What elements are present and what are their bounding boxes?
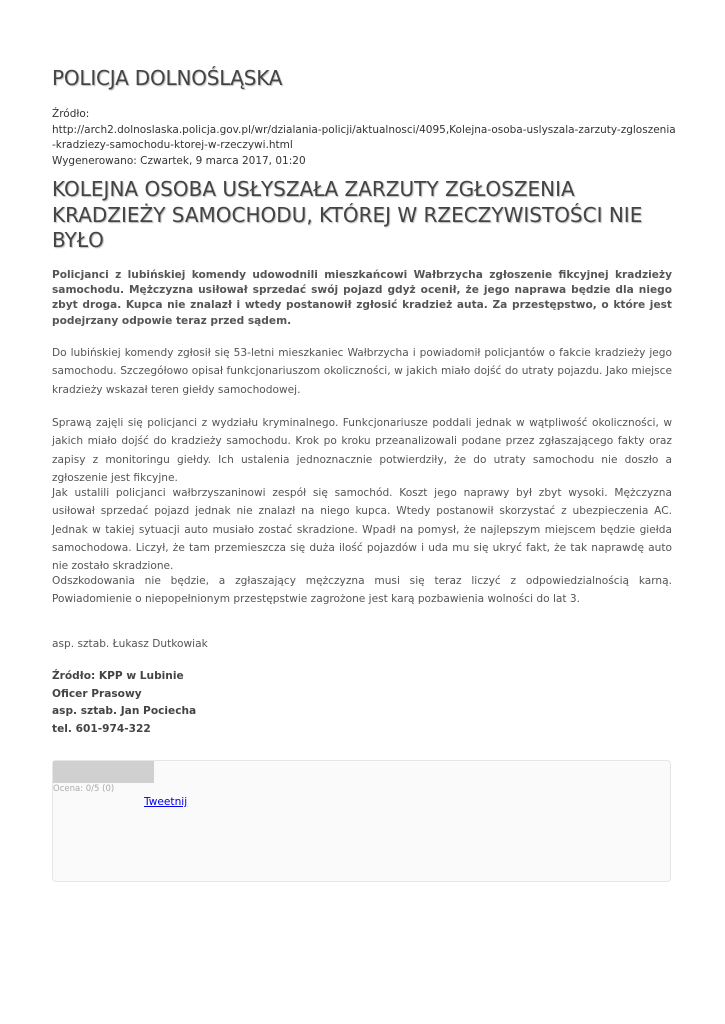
rating-stars-bar[interactable] [53,761,154,783]
article-lead: Policjanci z lubińskiej komendy udowodnili mieszkańcowi Wałbrzycha zgłoszenie fikcyjnej kradzieży samochodu. Mężczyzna usiłował sprzedać swój pojazd gdyż ocenił, że jego naprawa będzie dla niego zbyt droga. Kupca nie znalazł i wtedy postanowił zgłosić kradzież auta. Za przestępstwo, o które jest podejrzany odpowie teraz przed sądem. [52,269,672,327]
press-office-line: Oficer Prasowy [52,687,142,700]
site-title: POLICJA DOLNOŚLĄSKA [52,66,283,90]
article-paragraph: Jak ustalili policjanci wałbrzyszaninowi zespół się samochód. Koszt jego naprawy był zbyt wysoki. Mężczyzna usiłował sprzedać pojazd jednak nie znalazł na niego kupca. Wtedy postanowił skorzystać z ubezpieczenia AC. Jednak w takiej sytuacji auto musiało zostać skradzione. Wpadł na pomysł, że najlepszym miejscem będzie giełda samochodowa. Liczył, że tam przemieszcza się duża ilość pojazdów i uda mu się ukryć fakt, że tak naprawdę auto nie zostało skradzione. [52,487,672,573]
rating-text: Ocena: 0/5 (0) [53,784,115,794]
source-meta [52,107,676,169]
press-source-block [52,668,452,739]
article-author: asp. sztab. Łukasz Dutkowiak [52,638,208,650]
article-paragraph: Odszkodowania nie będzie, a zgłaszający mężczyzna musi się teraz liczyć z odpowiedzialnością karną. Powiadomienie o niepopełnionym przestępstwie zagrożone jest karą pozbawienia wolności do lat 3. [52,575,672,606]
article-paragraph: Sprawą zajęli się policjanci z wydziału kryminalnego. Funkcjonariusze poddali jednak w wątpliwość okoliczności, w jakich miało dojść do kradzieży samochodu. Krok po kroku przeanalizowali podane przez zgłaszającego fakty oraz zapisy z monitoringu giełdy. Ich ustalenia jednoznacznie potwierdziły, że do utraty samochodu nie doszło a zgłoszenie jest fikcyjne. [52,417,672,484]
tweet-link[interactable]: Tweetnij [144,796,188,808]
article-paragraph: Do lubińskiej komendy zgłosił się 53-letni mieszkaniec Wałbrzycha i powiadomił policjantów o fakcie kradzieży jego samochodu. Szczegółowo opisał funkcjonariuszom okoliczności, w jakich miało dojść do utraty pojazdu. Jako miejsce kradzieży wskazał teren giełdy samochodowej. [52,347,672,396]
press-source-line: Źródło: KPP w Lubinie [52,670,184,682]
source-label: Źródło: [52,108,90,120]
generated-date: Wygenerowano: Czwartek, 9 marca 2017, 01:20 [52,154,306,167]
article-title: KOLEJNA OSOBA USŁYSZAŁA ZARZUTY ZGŁOSZENIA KRADZIEŻY SAMOCHODU, KTÓREJ W RZECZYWISTOŚCI NIE BYŁO [52,177,643,252]
source-url: http://arch2.dolnoslaska.policja.gov.pl/wr/dzialania-policji/aktualnosci/4095,Kolejna-osoba-uslyszala-zarzuty-zgloszenia-kradziezy-samochodu-ktorej-w-rzeczywi.html [52,123,676,151]
press-officer-line: asp. sztab. Jan Pociecha [52,705,197,718]
rating-box [52,760,671,882]
press-phone-line: tel. 601-974-322 [52,723,151,736]
